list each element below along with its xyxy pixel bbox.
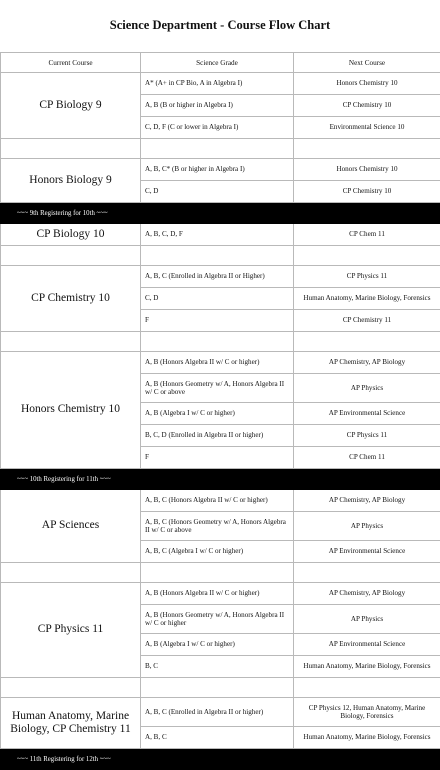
science-grade-cell: A, B (Honors Algebra II w/ C or higher): [141, 352, 294, 374]
next-course-cell: AP Environmental Science: [294, 403, 440, 425]
science-grade-cell: A, B, C (Algebra I w/ C or higher): [141, 541, 294, 563]
banner-row-10th: [1, 203, 440, 224]
next-course-cell: AP Chemistry, AP Biology: [294, 583, 440, 605]
header-next-course: Next Course: [294, 53, 440, 73]
table-row: [1, 698, 440, 727]
current-course-human-anatomy-marine-biology-cp-chemistry-11: Human Anatomy, Marine Biology, CP Chemistry 11: [1, 698, 141, 749]
next-course-cell: Human Anatomy, Marine Biology, Forensics: [294, 727, 440, 749]
spacer-row: [1, 246, 440, 266]
current-course-cp-physics-11: CP Physics 11: [1, 583, 141, 678]
current-course-cp-biology-10: CP Biology 10: [1, 224, 141, 246]
science-grade-cell: A, B (B or higher in Algebra I): [141, 95, 294, 117]
next-course-cell: CP Physics 12, Human Anatomy, Marine Biology, Forensics: [294, 698, 440, 727]
next-course-cell: CP Physics 11: [294, 425, 440, 447]
table-row: [1, 490, 440, 512]
next-course-cell: AP Physics: [294, 512, 440, 541]
science-grade-cell: A, B (Algebra I w/ C or higher): [141, 634, 294, 656]
science-grade-cell: A, B (Honors Geometry w/ A, Honors Algebra II w/ C or higher: [141, 605, 294, 634]
science-grade-cell: A, B (Algebra I w/ C or higher): [141, 403, 294, 425]
next-course-cell: CP Chemistry 10: [294, 181, 440, 203]
current-course-cp-chemistry-10: CP Chemistry 10: [1, 266, 141, 332]
next-course-cell: Honors Chemistry 10: [294, 73, 440, 95]
next-course-cell: CP Chemistry 10: [294, 95, 440, 117]
current-course-ap-sciences: AP Sciences: [1, 490, 141, 563]
header-current-course: Current Course: [1, 53, 141, 73]
next-course-cell: AP Environmental Science: [294, 634, 440, 656]
banner-9th-to-10th: ~~~ 9th Registering for 10th ~~~: [1, 203, 440, 224]
next-course-cell: Human Anatomy, Marine Biology, Forensics: [294, 288, 440, 310]
table-row: [1, 352, 440, 374]
spacer-row: [1, 563, 440, 583]
page-title: Science Department - Course Flow Chart: [0, 18, 440, 33]
science-grade-cell: A, B, C (Enrolled in Algebra II or Higher): [141, 266, 294, 288]
spacer-row: [1, 332, 440, 352]
spacer-row: [1, 678, 440, 698]
table-row: [1, 73, 440, 95]
table-row: [1, 224, 440, 246]
current-course-honors-chemistry-10: Honors Chemistry 10: [1, 352, 141, 469]
spacer-row: [1, 139, 440, 159]
banner-11th-to-12th: ~~~ 11th Registering for 12th ~~~: [1, 749, 440, 770]
banner-row-12th: [1, 749, 440, 770]
next-course-cell: Honors Chemistry 10: [294, 159, 440, 181]
science-grade-cell: B, C: [141, 656, 294, 678]
header-row: [1, 53, 440, 73]
table-row: [1, 159, 440, 181]
next-course-cell: AP Environmental Science: [294, 541, 440, 563]
next-course-cell: AP Physics: [294, 374, 440, 403]
banner-row-11th: [1, 469, 440, 490]
table-row: [1, 583, 440, 605]
science-grade-cell: A, B (Honors Geometry w/ A, Honors Algebra II w/ C or above: [141, 374, 294, 403]
table-row: [1, 266, 440, 288]
next-course-cell: Human Anatomy, Marine Biology, Forensics: [294, 656, 440, 678]
next-course-cell: CP Chem 11: [294, 224, 440, 246]
science-grade-cell: F: [141, 310, 294, 332]
header-science-grade: Science Grade: [141, 53, 294, 73]
current-course-honors-biology-9: Honors Biology 9: [1, 159, 141, 203]
science-grade-cell: A, B, C, D, F: [141, 224, 294, 246]
course-flow-table: [0, 52, 440, 770]
science-grade-cell: A, B, C (Honors Algebra II w/ C or higher): [141, 490, 294, 512]
science-grade-cell: A* (A+ in CP Bio, A in Algebra I): [141, 73, 294, 95]
next-course-cell: AP Chemistry, AP Biology: [294, 490, 440, 512]
current-course-cp-biology-9: CP Biology 9: [1, 73, 141, 139]
science-grade-cell: C, D: [141, 288, 294, 310]
next-course-cell: AP Physics: [294, 605, 440, 634]
science-grade-cell: A, B (Honors Algebra II w/ C or higher): [141, 583, 294, 605]
science-grade-cell: F: [141, 447, 294, 469]
science-grade-cell: A, B, C: [141, 727, 294, 749]
science-grade-cell: C, D: [141, 181, 294, 203]
banner-10th-to-11th: ~~~ 10th Registering for 11th ~~~: [1, 469, 440, 490]
science-grade-cell: A, B, C (Honors Geometry w/ A, Honors Algebra II w/ C or above: [141, 512, 294, 541]
science-grade-cell: C, D, F (C or lower in Algebra I): [141, 117, 294, 139]
next-course-cell: CP Chem 11: [294, 447, 440, 469]
science-grade-cell: B, C, D (Enrolled in Algebra II or higher): [141, 425, 294, 447]
next-course-cell: Environmental Science 10: [294, 117, 440, 139]
next-course-cell: AP Chemistry, AP Biology: [294, 352, 440, 374]
science-grade-cell: A, B, C (Enrolled in Algebra II or higher): [141, 698, 294, 727]
next-course-cell: CP Physics 11: [294, 266, 440, 288]
next-course-cell: CP Chemistry 11: [294, 310, 440, 332]
science-grade-cell: A, B, C* (B or higher in Algebra I): [141, 159, 294, 181]
